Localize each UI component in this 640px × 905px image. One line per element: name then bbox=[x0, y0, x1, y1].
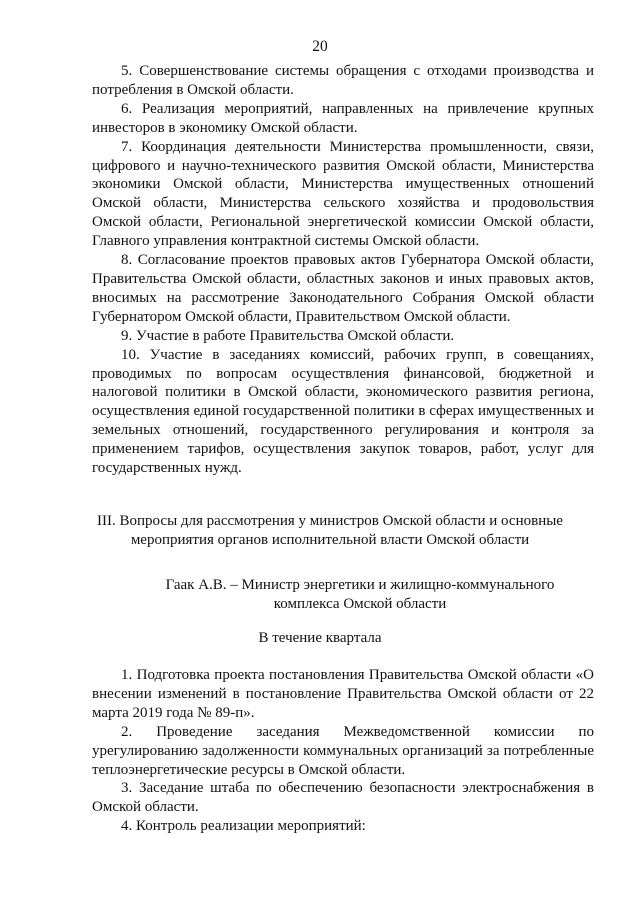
list-item-6: 6. Реализация мероприятий, направленных на привлечение крупных инвесторов в экономику Омской области. bbox=[92, 100, 594, 136]
activity-item-4: 4. Контроль реализации мероприятий: bbox=[121, 818, 366, 835]
list-item-7: 7. Координация деятельности Министерства промышленности, связи, цифрового и научно-технического развития Омской области, Министерства экономики Омской области, Министерства имущественных отношений Омской области, Министерства сельского хозяйства и продовольствия Омской области, Региональной энергетической комиссии Омской области, Главного управления контрактной системы Омской области. bbox=[92, 138, 594, 250]
period-heading: В течение квартала bbox=[258, 630, 382, 646]
list-item-8: 8. Согласование проектов правовых актов Губернатора Омской области, Правительства Омской области, областных законов и иных правовых актов, вносимых на рассмотрение Законодательного Собрания Омской области Губернатором Омской области, Правительством Омской области. bbox=[92, 252, 594, 325]
section-heading-line-1: III. Вопросы для рассмотрения у министров Омской области и основные bbox=[97, 513, 563, 529]
function-list bbox=[92, 62, 594, 478]
activity-item-2: 2. Проведение заседания Межведомственной комиссии по урегулированию задолженности коммунальных организаций за потребленные теплоэнергетические ресурсы в Омской области. bbox=[92, 723, 594, 778]
list-item-5: 5. Совершенствование системы обращения с отходами производства и потребления в Омской области. bbox=[92, 63, 594, 98]
minister-heading bbox=[140, 576, 580, 614]
list-item-10: 10. Участие в заседаниях комиссий, рабочих групп, в совещаниях, проводимых по вопросам осуществления финансовой, бюджетной и налоговой политики в Омской области, экономического развития региона, осуществления единой государственной политики в сферах имущественных и земельных отношений, государственного регулирования и контроля за применением тарифов, осуществления закупок товаров, работ, услуг для государственных нужд. bbox=[92, 346, 594, 477]
page-number: 20 bbox=[312, 38, 328, 55]
activity-item-1: 1. Подготовка проекта постановления Правительства Омской области «О внесении изменений в постановление Правительства Омской области от 22 марта 2019 года № 89-п». bbox=[92, 667, 594, 721]
section-heading bbox=[60, 512, 600, 550]
activity-list bbox=[92, 666, 594, 836]
list-item-9: 9. Участие в работе Правительства Омской области. bbox=[121, 327, 455, 344]
minister-line-1: Гаак А.В. – Министр энергетики и жилищно-коммунального bbox=[165, 577, 555, 593]
section-heading-line-2: мероприятия органов исполнительной власти Омской области bbox=[130, 531, 530, 548]
minister-line-2: комплекса Омской области bbox=[273, 595, 447, 612]
activity-item-3: 3. Заседание штаба по обеспечению безопасности электроснабжения в Омской области. bbox=[92, 780, 594, 816]
